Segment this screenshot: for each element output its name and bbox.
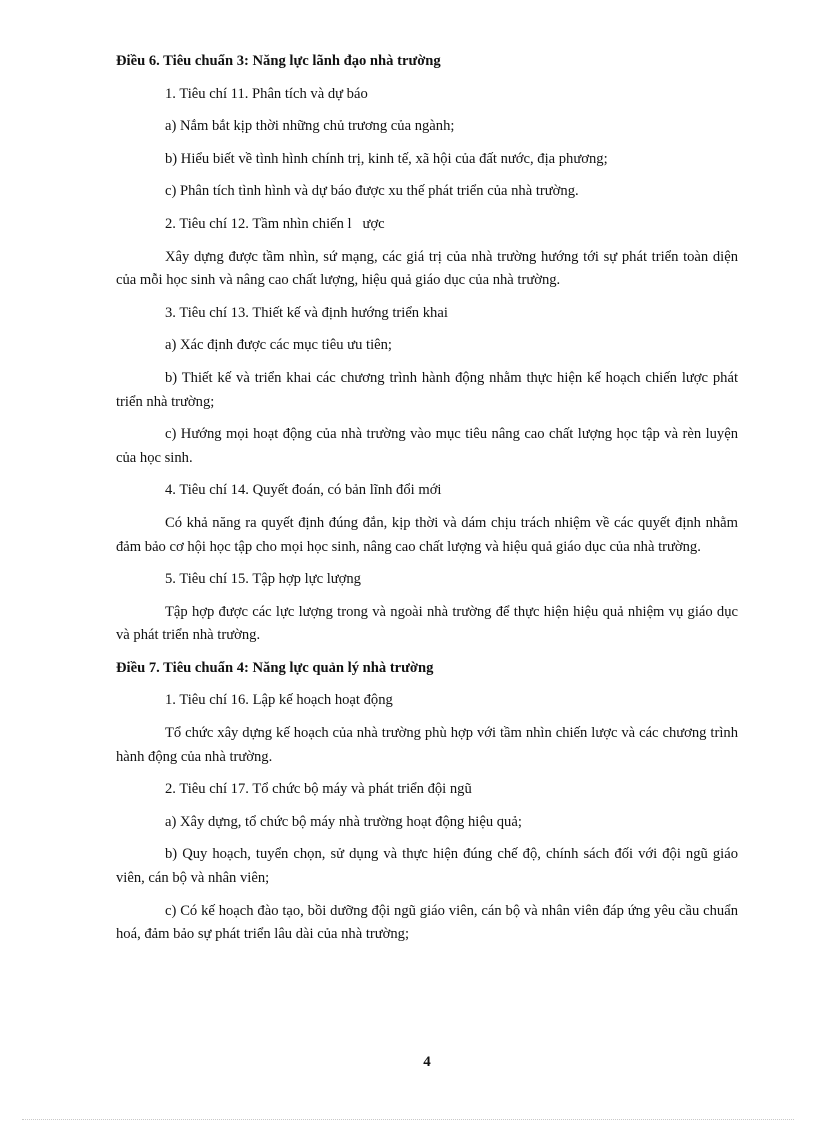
- page-bottom-divider: [22, 1119, 794, 1120]
- criterion-12-body: Xây dựng được tầm nhìn, sứ mạng, các giá trị của nhà trường hướng tới sự phát triển toàn diện của mỗi học sinh và nâng cao chất lượng, hiệu quả giáo dục của nhà trường.: [116, 248, 738, 289]
- criterion-12-title: 2. Tiêu chí 12. Tầm nhìn chiến l ược: [165, 215, 385, 232]
- criterion-16-title: 1. Tiêu chí 16. Lập kế hoạch hoạt động: [165, 692, 393, 709]
- criterion-13-item-c: c) Hướng mọi hoạt động của nhà trường vào mục tiêu nâng cao chất lượng học tập và rèn luyện của học sinh.: [116, 426, 738, 466]
- article-7-heading: Điều 7. Tiêu chuẩn 4: Năng lực quản lý nhà trường: [116, 659, 434, 676]
- criterion-14-title: 4. Tiêu chí 14. Quyết đoán, có bản lĩnh đổi mới: [165, 482, 442, 499]
- criterion-11-item-a: a) Nắm bắt kịp thời những chủ trương của ngành;: [165, 118, 455, 135]
- criterion-13-item-a: a) Xác định được các mục tiêu ưu tiên;: [165, 337, 392, 354]
- criterion-15-body: Tập hợp được các lực lượng trong và ngoài nhà trường để thực hiện hiệu quả nhiệm vụ giáo dục và phát triển nhà trường.: [116, 603, 738, 644]
- criterion-17-item-b: b) Quy hoạch, tuyển chọn, sử dụng và thực hiện đúng chế độ, chính sách đối với đội ngũ giáo viên, cán bộ và nhân viên;: [116, 846, 738, 887]
- criterion-11-item-b: b) Hiểu biết về tình hình chính trị, kinh tế, xã hội của đất nước, địa phương;: [165, 150, 608, 167]
- criterion-11-title: 1. Tiêu chí 11. Phân tích và dự báo: [165, 85, 368, 102]
- criterion-11-item-c: c) Phân tích tình hình và dự báo được xu thế phát triển của nhà trường.: [165, 183, 579, 200]
- criterion-17-title: 2. Tiêu chí 17. Tổ chức bộ máy và phát triển đội ngũ: [165, 781, 472, 798]
- criterion-17-item-c: c) Có kế hoạch đào tạo, bồi dưỡng đội ngũ giáo viên, cán bộ và nhân viên đáp ứng yêu cầu chuẩn hoá, đảm bảo sự phát triển lâu dài của nhà trường;: [116, 902, 738, 943]
- article-6-heading: Điều 6. Tiêu chuẩn 3: Năng lực lãnh đạo nhà trường: [116, 53, 441, 69]
- criterion-15-title: 5. Tiêu chí 15. Tập hợp lực lượng: [165, 571, 361, 588]
- criterion-13-title: 3. Tiêu chí 13. Thiết kế và định hướng triển khai: [165, 304, 448, 321]
- criterion-16-body: Tổ chức xây dựng kế hoạch của nhà trường phù hợp với tầm nhìn chiến lược và các chương trình hành động của nhà trường.: [116, 725, 738, 765]
- page-number: 4: [423, 1054, 431, 1070]
- criterion-14-body: Có khả năng ra quyết định đúng đắn, kịp thời và dám chịu trách nhiệm về các quyết định nhằm đảm bảo cơ hội học tập cho mọi học sinh, nâng cao chất lượng và hiệu quả giáo dục của nhà trường.: [116, 514, 738, 555]
- criterion-17-item-a: a) Xây dựng, tổ chức bộ máy nhà trường hoạt động hiệu quả;: [165, 813, 522, 830]
- criterion-13-item-b: b) Thiết kế và triển khai các chương trình hành động nhằm thực hiện kế hoạch chiến lược phát triển nhà trường;: [116, 369, 738, 410]
- document-page: [116, 50, 738, 956]
